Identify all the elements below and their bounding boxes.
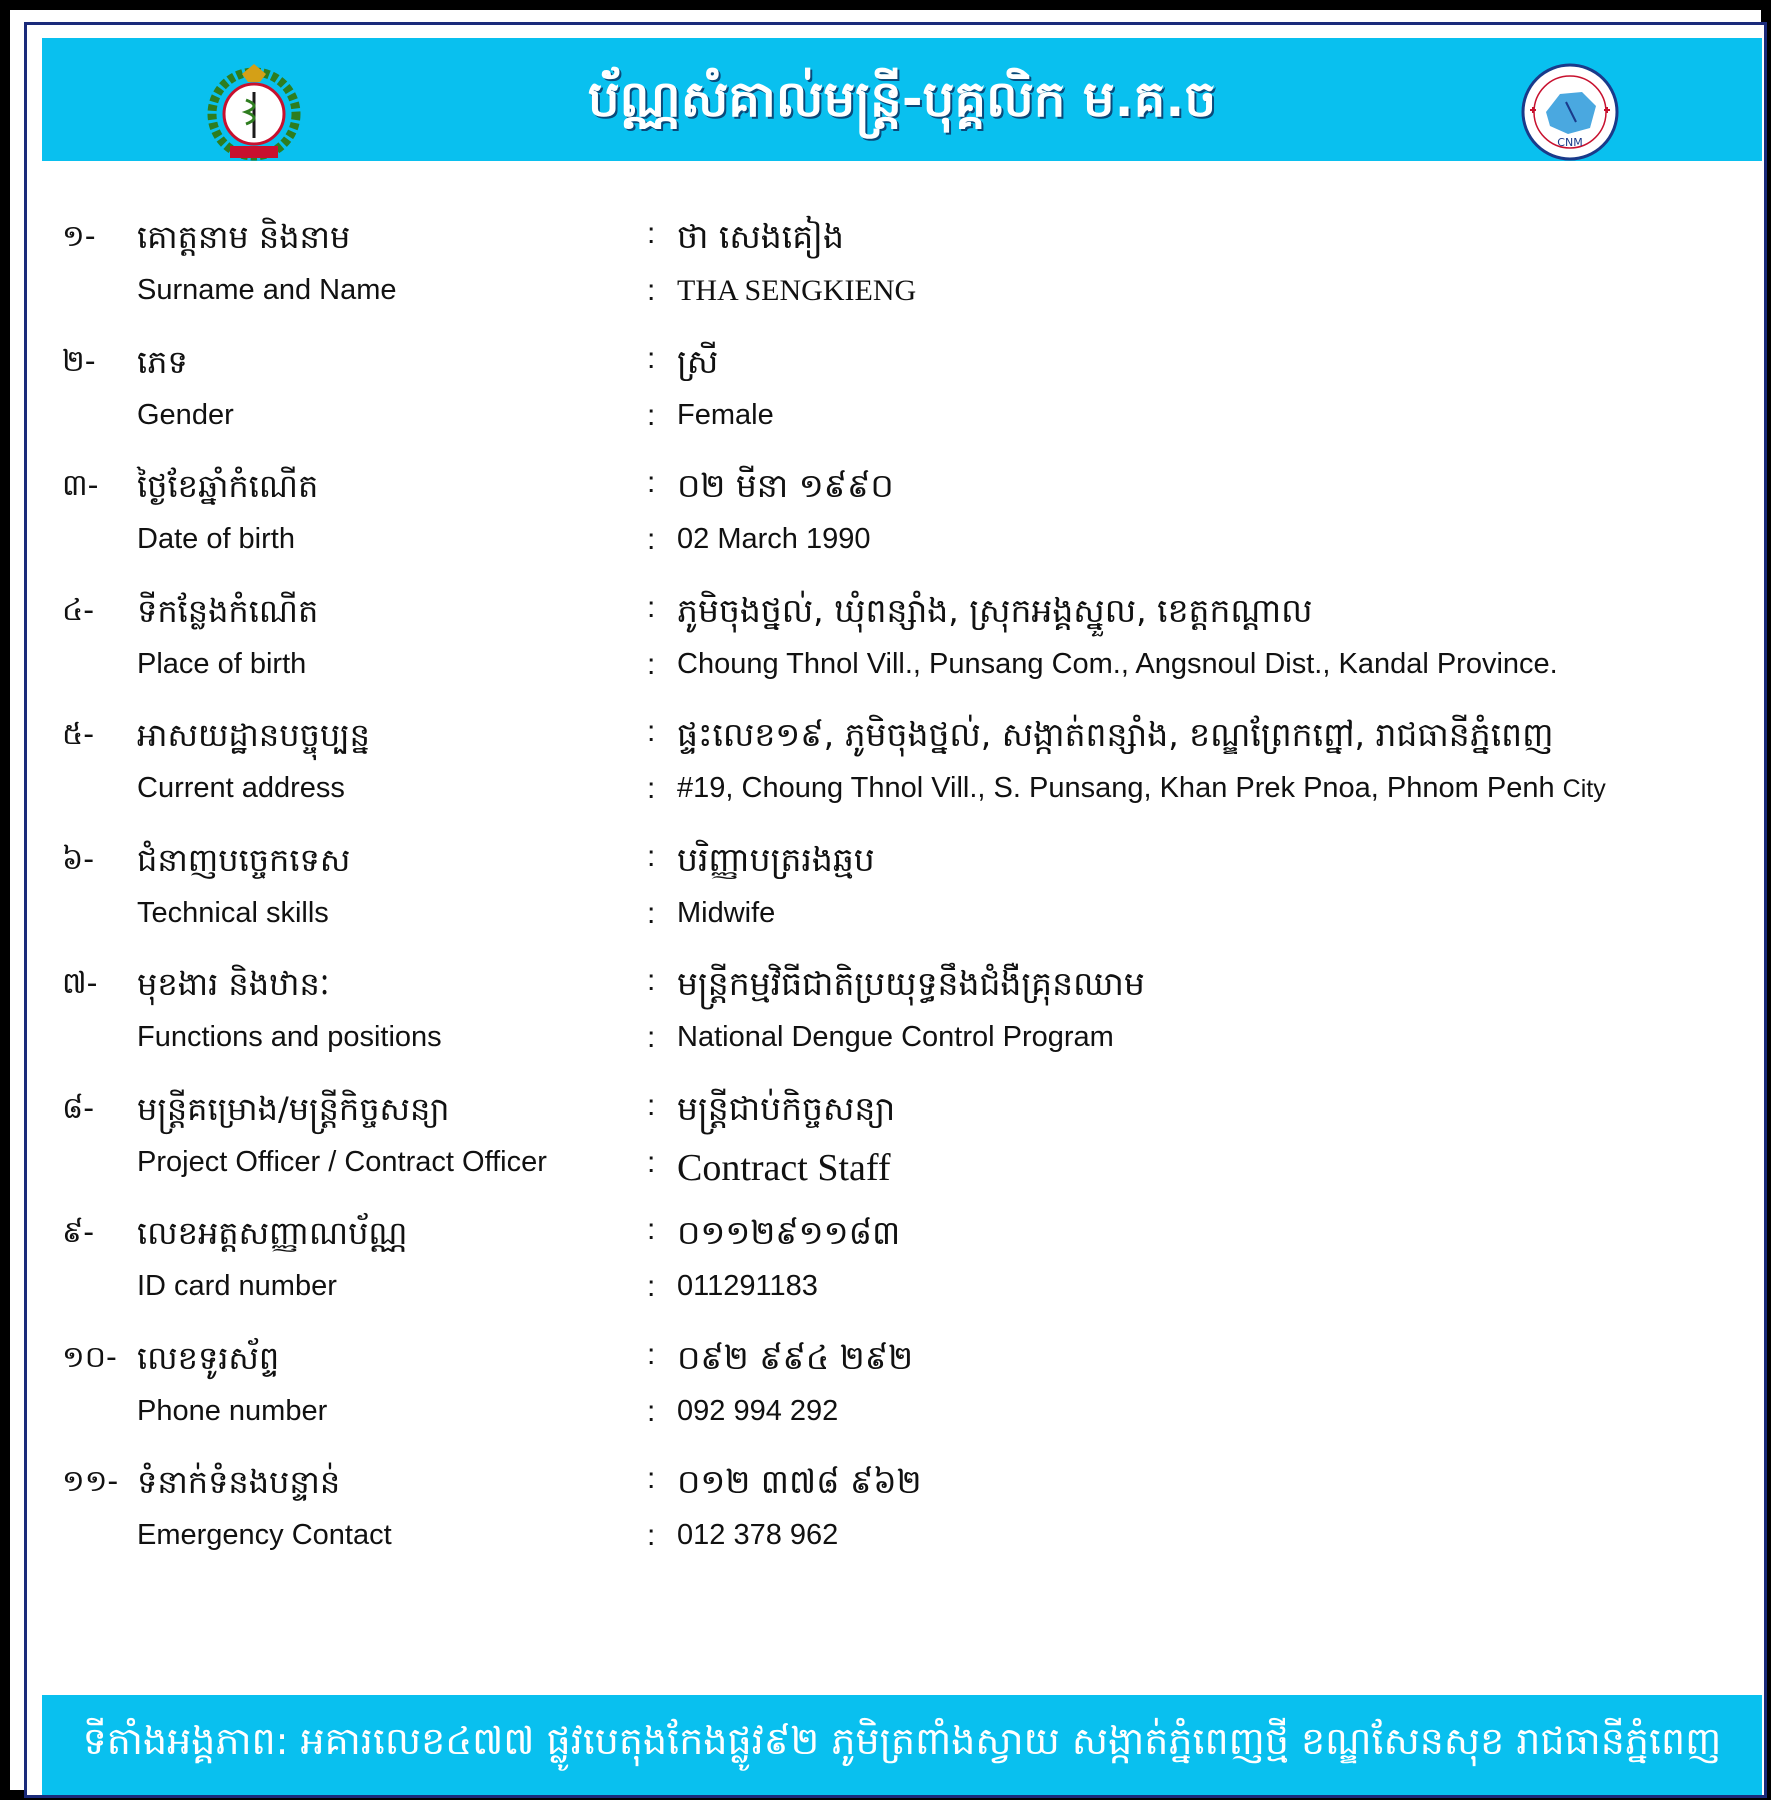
field-colon: : [647,398,656,432]
field-number: ១១- [62,1464,119,1499]
field-row-km [27,1462,1764,1517]
field-label-en: Technical skills [137,896,329,929]
field-colon: : [647,1394,656,1428]
field-number: ៥- [62,717,95,752]
field-value-km: ០៩២ ៩៩៤ ២៩២ [677,1337,914,1377]
field-colon: : [647,217,656,250]
field-value-km: ភូមិចុងថ្នល់, ឃុំពន្សាំង, ស្រុកអង្គស្នួល, ខេត្តកណ្ដាល [677,590,1313,630]
field-row-km [27,715,1764,770]
field-number: ៨- [62,1090,95,1126]
field-label-en: Date of birth [137,523,295,555]
field-row-en [27,1270,1764,1325]
ministry-emblem-icon [202,60,306,164]
cnm-logo-text: CNM [1557,136,1583,149]
cnm-logo-icon [1520,62,1620,162]
field-row-en [27,1021,1764,1076]
field-label-km: ភេទ [137,342,188,381]
field-label-en: Project Officer / Contract Officer [137,1145,547,1178]
field-number: ៤- [62,592,95,628]
field-colon: : [647,715,656,748]
field-value-en [677,1021,1114,1054]
field-value-en-text: Midwife [677,896,776,929]
field-value-en [677,274,916,308]
field-value-km: មន្ត្រីជាប់កិច្ចសន្យា [677,1088,896,1128]
field-row-km [27,217,1764,272]
field-value-en [677,1146,891,1190]
field-colon: : [647,839,656,873]
field-row-km [27,1338,1764,1393]
field-row-km [27,1213,1764,1268]
field-row-km [27,1089,1764,1144]
field-number: ១០- [62,1339,117,1375]
field-colon: : [647,1088,656,1122]
field-value-en-text: Choung Thnol Vill., Punsang Com., Angsnoul Dist., Kandal Province. [677,647,1558,680]
field-label-km: លេខអត្តសញ្ញាណប័ណ្ណ [137,1214,408,1252]
field-value-en-text: 092 994 292 [677,1394,839,1427]
field-value-en-text: Contract Staff [677,1146,891,1189]
field-row-en [27,1146,1764,1201]
field-colon: : [647,466,656,499]
field-row-km [27,342,1764,397]
field-colon: : [647,341,656,375]
field-value-en-suffix: City [1562,775,1606,803]
field-row-km [27,964,1764,1019]
field-label-en: ID card number [137,1270,337,1302]
footer-band [42,1695,1762,1795]
field-value-en [677,399,774,432]
field-value-km: មន្ត្រីកម្មវិធីជាតិប្រយុទ្ធនឹងជំងឺគ្រុនឈាម [677,964,1145,1003]
field-value-km: ០១១២៩១១៨៣ [677,1213,901,1252]
field-label-km: គោត្តនាម និងនាម [137,218,351,256]
field-row-en [27,897,1764,952]
field-row-km [27,591,1764,646]
field-label-km: ទំនាក់ទំនងបន្ទាន់ [137,1463,341,1501]
field-label-en: Emergency Contact [137,1519,392,1551]
field-value-en-text: 012 378 962 [677,1519,839,1551]
field-value-en-text: 011291183 [677,1270,818,1302]
field-number: ៩- [62,1215,95,1250]
field-colon: : [647,1337,656,1371]
field-colon: : [647,964,656,997]
field-row-km [27,840,1764,895]
field-row-en [27,274,1764,329]
field-row-en [27,523,1764,578]
field-colon: : [647,523,656,556]
field-label-en: Current address [137,772,345,804]
field-label-km: អាសយដ្ឋានបច្ចុប្បន្ន [137,716,370,754]
field-label-km: លេខទូរស័ព្ទ [137,1338,280,1377]
field-number: ១- [62,219,96,254]
field-row-en [27,399,1764,454]
field-value-en [677,648,1558,681]
field-value-en [677,897,775,930]
field-colon: : [647,590,656,624]
field-value-en-text: 02 March 1990 [677,523,871,555]
header-band [42,38,1762,161]
field-value-km: ០១២ ៣៧៨ ៩៦២ [677,1462,922,1501]
field-row-en [27,648,1764,703]
field-value-km: ផ្ទះលេខ១៩, ភូមិចុងថ្នល់, សង្កាត់ពន្សាំង, ខណ្ឌព្រែកព្នៅ, រាជធានីភ្នំពេញ [677,715,1554,754]
field-colon: : [647,274,656,307]
field-colon: : [647,896,656,930]
field-number: ៧- [62,966,98,1001]
field-value-km: ០២ មីនា ១៩៩០ [677,466,894,505]
field-label-en: Gender [137,398,234,431]
field-value-en [677,772,1606,805]
field-value-en-text: National Dengue Control Program [677,1021,1114,1053]
field-value-en-text: #19, Choung Thnol Vill., S. Punsang, Khan Prek Pnoa, Phnom Penh [677,772,1555,804]
field-label-km: ទីកន្លែងកំណើត [137,591,319,630]
id-card-inner [24,22,1767,1798]
field-label-en: Phone number [137,1394,328,1427]
field-value-km: ស្រី [677,341,719,381]
field-colon: : [647,1519,656,1552]
field-label-km: មន្ត្រីគម្រោង/មន្ត្រីកិច្ចសន្យា [137,1089,450,1128]
field-number: ៣- [62,468,99,503]
field-value-en [677,1270,818,1303]
field-colon: : [647,1462,656,1495]
field-colon: : [647,1145,656,1179]
field-row-en [27,772,1764,827]
field-colon: : [647,1021,656,1054]
field-colon: : [647,1213,656,1246]
field-label-km: មុខងារ និងឋានៈ [137,965,330,1003]
field-value-km: ថា សេងគៀង [677,217,844,256]
field-value-en-text: THA SENGKIENG [677,274,917,307]
field-row-en [27,1395,1764,1450]
field-label-km: ថ្ងៃខែឆ្នាំកំណើត [137,467,319,505]
field-label-km: ជំនាញបច្ចេកទេស [137,840,351,879]
field-value-km: បរិញ្ញាបត្ររងឆ្មប [677,839,875,879]
field-value-en [677,1519,838,1552]
field-row-en [27,1519,1764,1574]
field-colon: : [647,772,656,805]
field-number: ៦- [62,841,95,877]
field-row-km [27,466,1764,521]
field-value-en [677,523,870,556]
field-colon: : [647,1270,656,1303]
unit-address: ទីតាំងអង្គភាព: អគារលេខ៤៧៧ ផ្លូវបេតុងកែងផ្លូវ៩២ ភូមិត្រពាំងស្វាយ សង្កាត់ភ្នំពេញថ្មី ខណ្ឌសែនសុខ រាជធានីភ្នំពេញ [82,1719,1722,1763]
field-value-en [677,1395,838,1428]
field-colon: : [647,647,656,681]
field-label-en: Surname and Name [137,274,397,306]
field-label-en: Place of birth [137,647,307,680]
field-label-en: Functions and positions [137,1021,442,1053]
card-title: ប័ណ្ណសំគាល់មន្ត្រី-បុគ្គលិក ម.គ.ច [587,70,1217,128]
field-number: ២- [62,343,96,379]
field-value-en-text: Female [677,398,774,431]
